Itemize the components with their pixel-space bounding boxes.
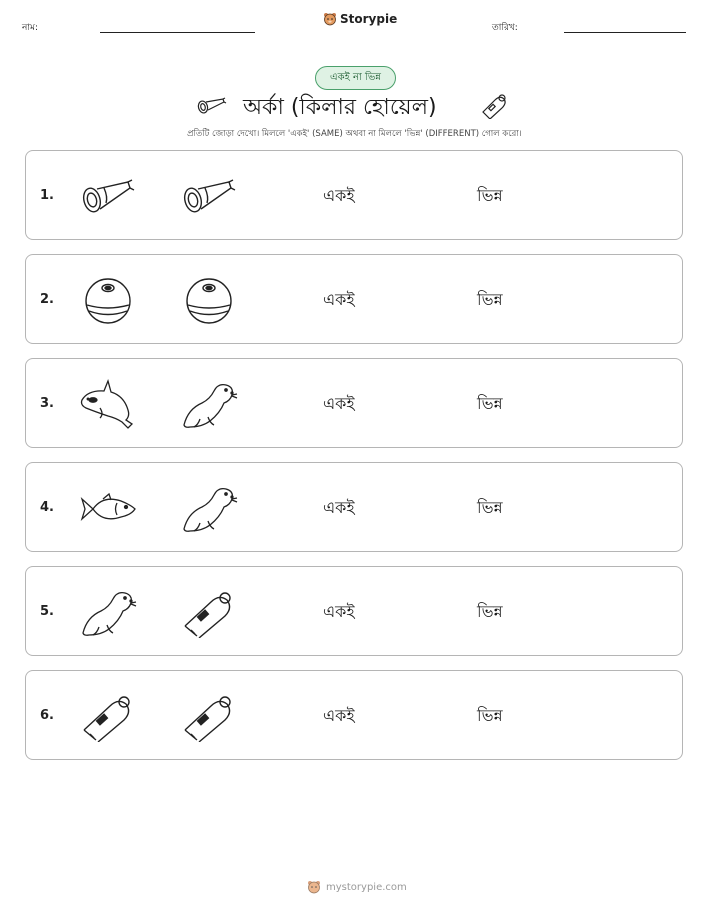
option-same[interactable]: একই (323, 602, 355, 621)
whistle-icon (179, 587, 239, 639)
bear-mascot-icon (323, 12, 337, 26)
instructions-text: প্রতিটি জোড়া দেখো। মিললে 'একই' (SAME) অথবা না মিললে 'ভিন্ন' (DIFFERENT) গোল করো। (187, 129, 522, 139)
seal-icon (78, 587, 138, 639)
exercise-row-2 (25, 254, 683, 344)
whistle-icon (480, 93, 508, 119)
worksheet-header (0, 0, 709, 40)
row-number: 6. (40, 708, 54, 723)
title-row (0, 90, 709, 122)
exercise-row-3 (25, 358, 683, 448)
exercise-row-5 (25, 566, 683, 656)
orca-icon (78, 379, 138, 431)
option-different[interactable]: ভিন্ন (477, 602, 503, 621)
brand-name: Storypie (340, 12, 398, 26)
brand-logo (323, 12, 397, 26)
date-label: তারিখ: (492, 23, 518, 33)
footer-website[interactable]: mystorypie.com (326, 881, 407, 893)
option-different[interactable]: ভিন্ন (477, 290, 503, 309)
name-label: নাম: (22, 23, 39, 33)
worksheet-title: অর্কা (কিলার হোয়েল) (243, 95, 437, 120)
option-different[interactable]: ভিন্ন (477, 706, 503, 725)
horn-icon (78, 171, 138, 223)
exercise-row-1 (25, 150, 683, 240)
footer (307, 880, 407, 894)
row-number: 4. (40, 500, 54, 515)
option-different[interactable]: ভিন্ন (477, 498, 503, 517)
ball-icon (179, 275, 239, 327)
row-number: 5. (40, 604, 54, 619)
option-same[interactable]: একই (323, 290, 355, 309)
seal-icon (179, 379, 239, 431)
row-number: 2. (40, 292, 54, 307)
option-same[interactable]: একই (323, 498, 355, 517)
name-line[interactable] (100, 32, 255, 33)
whistle-icon (179, 691, 239, 743)
seal-icon (179, 483, 239, 535)
fish-icon (78, 483, 138, 535)
option-same[interactable]: একই (323, 186, 355, 205)
option-different[interactable]: ভিন্ন (477, 394, 503, 413)
horn-icon (179, 171, 239, 223)
row-number: 1. (40, 188, 54, 203)
option-same[interactable]: একই (323, 706, 355, 725)
exercise-row-4 (25, 462, 683, 552)
ball-icon (78, 275, 138, 327)
bear-mascot-icon (307, 880, 321, 894)
exercise-row-6 (25, 670, 683, 760)
date-line[interactable] (564, 32, 686, 33)
whistle-icon (78, 691, 138, 743)
option-same[interactable]: একই (323, 394, 355, 413)
worksheet-type-badge: একই না ভিন্ন (315, 66, 396, 90)
horn-icon (197, 95, 227, 117)
option-different[interactable]: ভিন্ন (477, 186, 503, 205)
row-number: 3. (40, 396, 54, 411)
